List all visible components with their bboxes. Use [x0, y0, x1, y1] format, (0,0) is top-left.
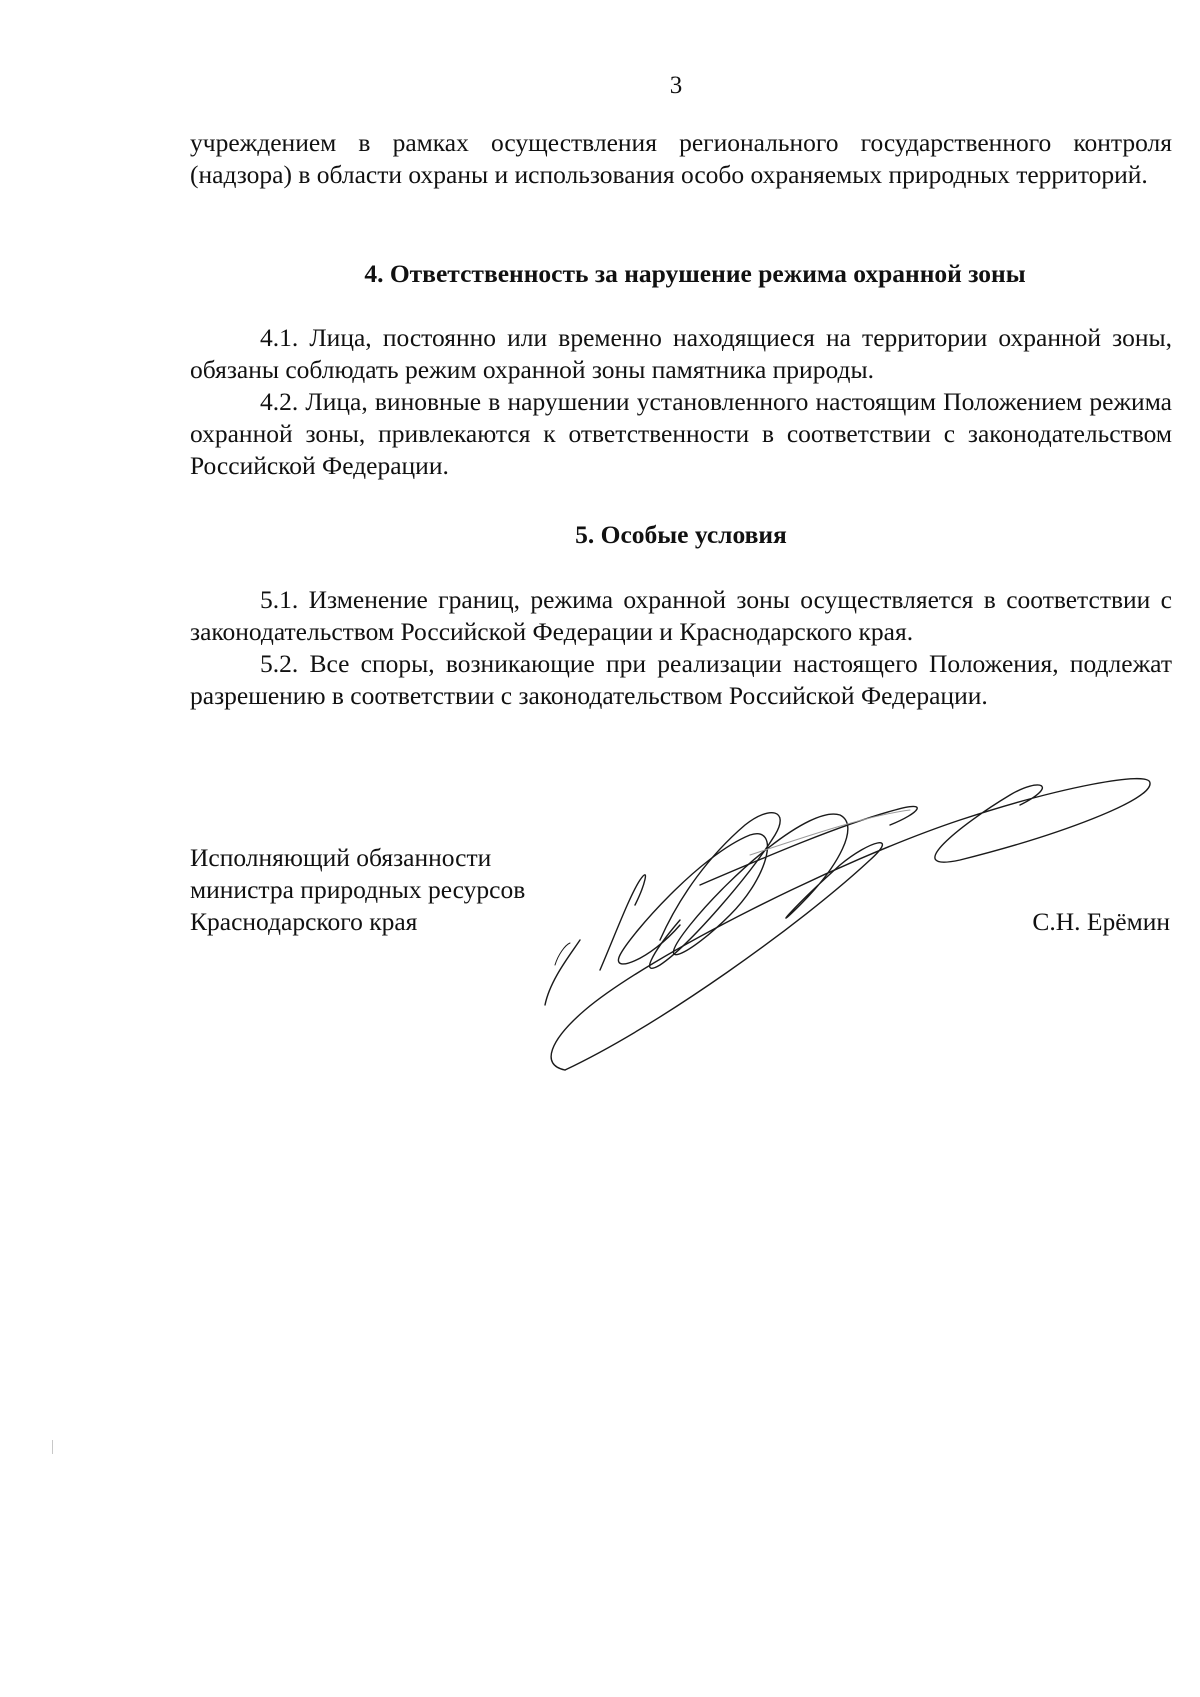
intro-paragraph: учреждением в рамках осуществления регионального государственного контроля (надзора) в области охраны и использования особо охраняемых природных территорий.: [190, 128, 1172, 189]
signatory-position-line: Исполняющий обязанности: [190, 843, 492, 872]
section-5-body: [190, 584, 1172, 712]
scan-artifact: [52, 1440, 53, 1454]
intro-paragraph-block: [190, 127, 1172, 191]
signatory-name: С.Н. Ерёмин: [1032, 907, 1170, 936]
signatory-position-line: Краснодарского края: [190, 907, 418, 936]
section-4-body: [190, 322, 1172, 482]
section-4-heading: 4. Ответственность за нарушение режима охранной зоны: [364, 259, 1026, 288]
section-5-heading: 5. Особые условия: [575, 520, 787, 549]
clause-4-1: 4.1. Лица, постоянно или временно находящиеся на территории охранной зоны, обязаны соблюдать режим охранной зоны памятника природы.: [190, 323, 1172, 384]
page-number: 3: [669, 72, 683, 99]
signatory-position: [190, 842, 525, 938]
clause-5-1: 5.1. Изменение границ, режима охранной зоны осуществляется в соответствии с законодательством Российской Федерации и Краснодарского края.: [190, 585, 1172, 646]
clause-5-2: 5.2. Все споры, возникающие при реализации настоящего Положения, подлежат разрешению в соответствии с законодательством Российской Федерации.: [190, 649, 1172, 710]
signatory-position-line: министра природных ресурсов: [190, 875, 526, 904]
clause-4-2: 4.2. Лица, виновные в нарушении установленного настоящим Положением режима охранной зоны, привлекаются к ответственности в соответствии с законодательством Российской Федерации.: [190, 387, 1172, 480]
